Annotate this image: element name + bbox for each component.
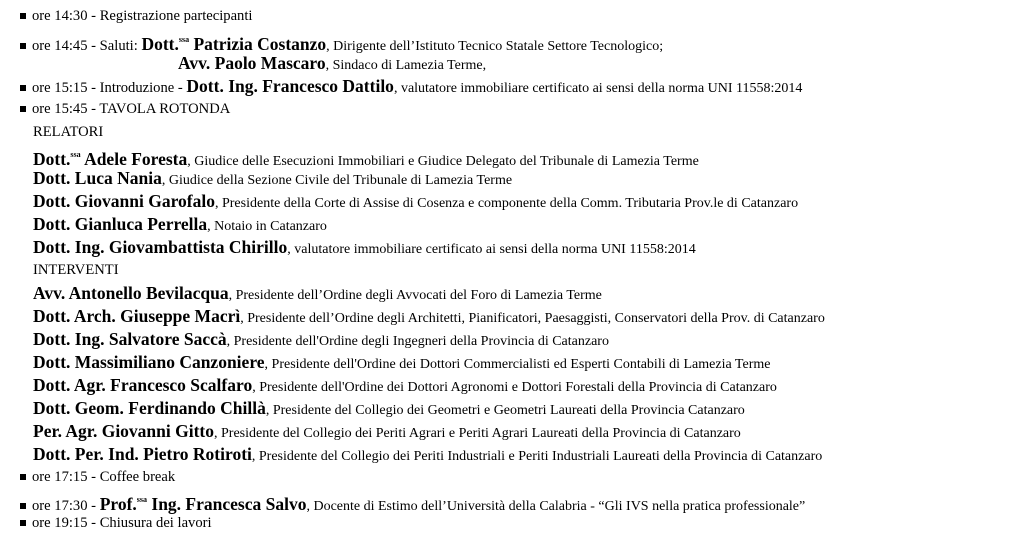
person-name: Adele Foresta bbox=[80, 149, 188, 169]
program-line bbox=[20, 30, 663, 52]
person-role: , Sindaco di Lamezia Terme, bbox=[325, 58, 487, 73]
title-superscript: ssa bbox=[136, 495, 148, 504]
person-name: Dott. Arch. Giuseppe Macrì bbox=[33, 306, 241, 326]
person-name: Dott. bbox=[33, 149, 71, 169]
bullet-icon bbox=[20, 43, 26, 49]
person-name: Avv. Paolo Mascaro bbox=[178, 53, 326, 73]
person-role: , Presidente del Collegio dei Periti Agrari e Periti Agrari Laureati della Provincia di Catanzaro bbox=[214, 426, 741, 441]
time-label: ore 19:15 - bbox=[32, 515, 100, 531]
person-role: , Docente di Estimo dell’Università della Calabria - “Gli IVS nella pratica professionale” bbox=[306, 499, 806, 514]
person-name: Dott. Agr. Francesco Scalfaro bbox=[33, 375, 253, 395]
person-role: , Notaio in Catanzaro bbox=[207, 219, 327, 234]
item-title: Coffee break bbox=[99, 469, 176, 485]
heading-text: RELATORI bbox=[33, 124, 104, 140]
bullet-icon bbox=[20, 85, 26, 91]
person-name: Ing. Francesca Salvo bbox=[147, 494, 307, 514]
section-heading bbox=[33, 122, 103, 144]
bullet-icon bbox=[20, 106, 26, 112]
title-superscript: ssa bbox=[70, 150, 81, 159]
program-line bbox=[33, 145, 699, 167]
title-superscript: ssa bbox=[178, 35, 190, 44]
program-line bbox=[33, 398, 745, 420]
section-heading bbox=[33, 260, 119, 282]
program-line bbox=[33, 352, 770, 374]
person-name: Dott. Luca Nania bbox=[33, 168, 162, 188]
program-line bbox=[33, 306, 825, 328]
program-line bbox=[33, 329, 609, 351]
bullet-icon bbox=[20, 520, 26, 526]
program-line bbox=[33, 237, 696, 259]
program-line bbox=[20, 6, 252, 28]
program-line bbox=[20, 513, 212, 535]
heading-text: INTERVENTI bbox=[33, 262, 119, 278]
time-label: ore 15:15 - Introduzione - bbox=[32, 80, 187, 96]
person-name: Dott. Gianluca Perrella bbox=[33, 214, 208, 234]
person-role: , Giudice della Sezione Civile del Tribunale di Lamezia Terme bbox=[161, 173, 513, 188]
time-label: ore 14:30 - bbox=[32, 8, 100, 24]
bullet-icon bbox=[20, 474, 26, 480]
person-role: , Presidente della Corte di Assise di Cosenza e componente della Comm. Tributaria Prov.le di Catanzaro bbox=[214, 196, 799, 211]
person-name: Avv. Antonello Bevilacqua bbox=[33, 283, 229, 303]
person-role: , Presidente dell'Ordine dei Dottori Agronomi e Dottori Forestali della Provincia di Catanzaro bbox=[252, 380, 777, 395]
person-name: Dott. Ing. Giovambattista Chirillo bbox=[33, 237, 288, 257]
program-line bbox=[20, 467, 175, 489]
time-label: ore 17:30 - bbox=[32, 498, 100, 514]
person-role: , valutatore immobiliare certificato ai sensi della norma UNI 11558:2014 bbox=[393, 81, 803, 96]
time-label: ore 17:15 - bbox=[32, 469, 100, 485]
bullet-icon bbox=[20, 13, 26, 19]
person-name: Dott. Geom. Ferdinando Chillà bbox=[33, 398, 266, 418]
person-name: Prof. bbox=[99, 494, 137, 514]
person-role: , Presidente del Collegio dei Geometri e Geometri Laureati della Provincia Catanzaro bbox=[265, 403, 745, 418]
program-line bbox=[33, 191, 798, 213]
program-line bbox=[20, 99, 230, 121]
person-role: , Giudice delle Esecuzioni Immobiliari e Giudice Delegato del Tribunale di Lamezia Terme bbox=[187, 154, 699, 169]
program-line bbox=[33, 421, 741, 443]
person-name: Dott. Per. Ind. Pietro Rotiroti bbox=[33, 444, 252, 464]
person-name: Dott. Massimiliano Canzoniere bbox=[33, 352, 265, 372]
item-title: Chiusura dei lavori bbox=[99, 515, 212, 531]
program-line bbox=[33, 283, 602, 305]
bullet-icon bbox=[20, 503, 26, 509]
item-title: Registrazione partecipanti bbox=[99, 8, 253, 24]
program-line bbox=[20, 76, 802, 98]
program-line bbox=[33, 214, 327, 236]
item-title: TAVOLA ROTONDA bbox=[99, 101, 231, 117]
person-role: , Presidente dell'Ordine dei Dottori Commercialisti ed Esperti Contabili di Lamezia Terme bbox=[264, 357, 771, 372]
person-role: , Presidente dell'Ordine degli Ingegneri della Provincia di Catanzaro bbox=[226, 334, 609, 349]
person-name: Dott. Giovanni Garofalo bbox=[33, 191, 215, 211]
person-name: Patrizia Costanzo bbox=[189, 34, 327, 54]
person-role: , Presidente del Collegio dei Periti Industriali e Periti Industriali Laureati della Provincia di Catanzaro bbox=[251, 449, 823, 464]
person-role: , Dirigente dell’Istituto Tecnico Statale Settore Tecnologico; bbox=[326, 39, 664, 54]
time-label: ore 14:45 - Saluti: bbox=[32, 38, 142, 54]
program-line bbox=[33, 375, 777, 397]
person-name: Dott. Ing. Francesco Dattilo bbox=[186, 76, 394, 96]
program-line bbox=[33, 168, 512, 190]
person-role: , Presidente dell’Ordine degli Avvocati del Foro di Lamezia Terme bbox=[228, 288, 602, 303]
program-line bbox=[20, 490, 805, 512]
program-line bbox=[178, 53, 486, 75]
time-label: ore 15:45 - bbox=[32, 101, 100, 117]
person-name: Dott. bbox=[141, 34, 179, 54]
person-name: Per. Agr. Giovanni Gitto bbox=[33, 421, 215, 441]
person-name: Dott. Ing. Salvatore Saccà bbox=[33, 329, 227, 349]
person-role: , Presidente dell’Ordine degli Architetti, Pianificatori, Paesaggisti, Conservatori della Prov. di Catanzaro bbox=[240, 311, 825, 326]
program-line bbox=[33, 444, 822, 466]
person-role: , valutatore immobiliare certificato ai sensi della norma UNI 11558:2014 bbox=[287, 242, 696, 257]
